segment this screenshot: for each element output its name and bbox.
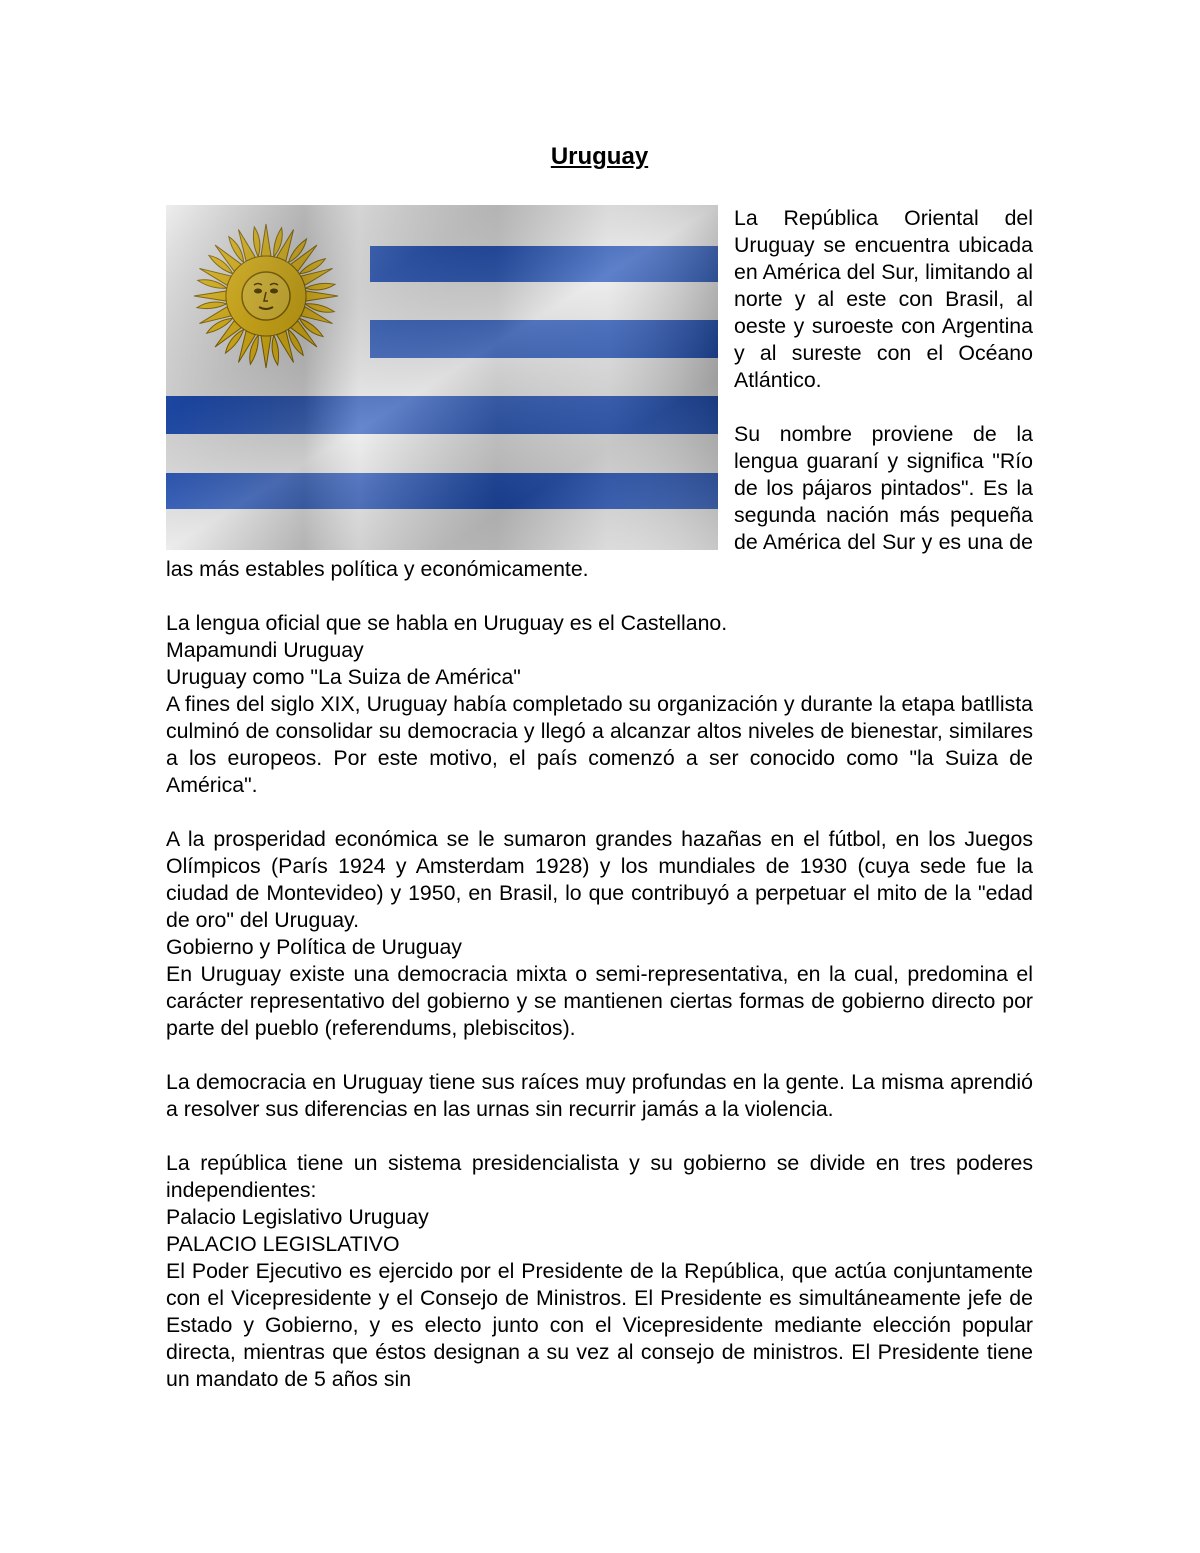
paragraph-democracy: La democracia en Uruguay tiene sus raíces muy profundas en la gente. La misma aprendió a resolver sus diferencias en las urnas sin recurrir jamás a la violencia. [166,1070,1033,1121]
caption-palacio-upper: PALACIO LEGISLATIVO [166,1232,400,1256]
document-title: Uruguay [550,143,649,170]
heading-mapamundi: Mapamundi Uruguay [166,638,364,662]
heading-gobierno: Gobierno y Política de Uruguay [166,935,462,959]
uruguay-flag-image [166,205,718,550]
paragraph-gobierno: En Uruguay existe una democracia mixta o semi-representativa, en la cual, predomina el carácter representativo del gobierno y se mantienen ciertas formas de gobierno directo por parte del pueblo (referendums, plebiscitos). [166,962,1033,1040]
paragraph-republic: La república tiene un sistema presidencialista y su gobierno se divide en tres poderes independientes: [166,1151,1033,1202]
heading-suiza: Uruguay como "La Suiza de América" [166,665,521,689]
uruguay-flag-icon [166,205,718,550]
document-page [166,142,1033,1393]
paragraph-intro: La República Oriental del Uruguay se encuentra ubicada en América del Sur, limitando al norte y al este con Brasil, al oeste y suroeste con Argentina y al sureste con el Océano Atlántico. [734,206,1033,392]
caption-palacio: Palacio Legislativo Uruguay [166,1205,429,1229]
paragraph-language: La lengua oficial que se habla en Uruguay es el Castellano. [166,611,728,635]
paragraph-name-origin: Su nombre proviene de la lengua guaraní y significa "Río de los pájaros pintados". Es la segunda nación más pequeña de América del Sur y es una de las más estables política y económicamente. [166,422,1033,581]
paragraph-executive: El Poder Ejecutivo es ejercido por el Presidente de la República, que actúa conjuntamente con el Vicepresidente y el Consejo de Ministros. El Presidente es simultáneamente jefe de Estado y Gobierno, y es electo junto con el Vicepresidente mediante elección popular directa, mientras que éstos designan a su vez al consejo de ministros. El Presidente tiene un mandato de 5 años sin [166,1259,1033,1391]
paragraph-suiza: A fines del siglo XIX, Uruguay había completado su organización y durante la etapa batllista culminó de consolidar su democracia y llegó a alcanzar altos niveles de bienestar, similares a los europeos. Por este motivo, el país comenzó a ser conocido como "la Suiza de América". [166,692,1033,797]
paragraph-prosperity: A la prosperidad económica se le sumaron grandes hazañas en el fútbol, en los Juegos Olímpicos (París 1924 y Amsterdam 1928) y los mundiales de 1930 (cuya sede fue la ciudad de Montevideo) y 1950, en Brasil, lo que contribuyó a perpetuar el mito de la "edad de oro" del Uruguay. [166,827,1033,932]
